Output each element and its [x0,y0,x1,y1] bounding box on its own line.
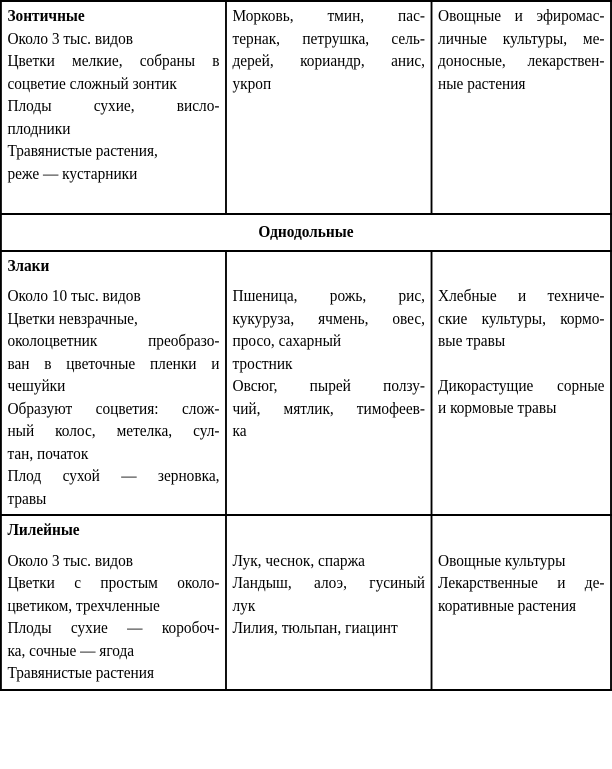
examples-cell [226,1,432,214]
text-line: Хлебные и техниче- [438,286,605,305]
text-line: Лук, чеснок, спаржа [232,550,365,570]
family-title: Злаки [7,255,50,275]
text-line: Лекарственные и де- [438,573,605,592]
text-line: укроп [232,73,272,93]
text-line: Овощные и эфиромас- [438,6,605,25]
table-row-umbelliferae [1,1,611,214]
text-line: доносные, лекарствен- [438,51,605,70]
text-line: Около 3 тыс. видов [7,550,134,570]
section-header-row [1,214,611,251]
text-line: ка, сочные — ягода [7,640,135,660]
text-line: Овсюг, пырей ползу- [232,376,426,395]
family-description-cell [1,251,226,516]
text-line: чешуйки [7,376,66,395]
text-line: Травянистые растения [7,663,155,682]
text-line: дерей, кориандр, анис, [232,51,426,70]
text-line: Лилия, тюльпан, гиацинт [232,618,398,637]
text-line: Цветки с простым около- [7,573,220,592]
text-line: ные растения [438,73,526,93]
text-line: и кормовые травы [438,398,557,417]
text-line: Ландыш, алоэ, гусиный [232,573,426,592]
family-title: Лилейные [7,520,80,539]
text-line: ван в цветочные пленки и [7,353,220,373]
text-line: Морковь, тмин, пас- [232,6,426,25]
text-line: Пшеница, рожь, рис, [232,286,426,305]
text-line: тернак, петрушка, сель- [232,28,426,48]
text-line: вые травы [438,331,506,350]
text-line: Овощные культуры [438,550,566,570]
text-line: Травянистые растения, [7,141,158,160]
text-line: Около 3 тыс. видов [7,28,134,48]
text-line: околоцветник преобразо- [7,331,220,350]
uses-cell [432,251,611,516]
text-line: чий, мятлик, тимофеев- [232,398,426,418]
text-line: просо, сахарный [232,331,342,350]
text-line: Цветки мелкие, собраны в [7,51,220,70]
text-line: Образуют соцветия: слож- [7,398,220,418]
family-title: Зонтичные [7,6,85,25]
text-line: Цветки невзрачные, [7,308,138,328]
text-line: тан, початок [7,443,89,463]
text-line: тростник [232,353,293,373]
table-row-liliaceae [1,515,611,690]
text-line: кукуруза, ячмень, овес, [232,308,426,328]
family-description-cell [1,515,226,690]
text-line: личные культуры, ме- [438,28,605,48]
text-line: лук [232,595,256,615]
text-line: ские культуры, кормо- [438,308,605,328]
text-line: плодники [7,118,71,138]
uses-cell [432,1,611,214]
section-header: Однодольные [1,214,611,251]
uses-cell [432,515,611,690]
text-line: травы [7,488,47,508]
table-row-grasses [1,251,611,516]
text-line: Около 10 тыс. видов [7,286,141,305]
text-line: ный колос, метелка, сул- [7,421,220,440]
text-line: ка [232,421,247,440]
text-line: Плоды сухие, вислo- [7,96,220,115]
examples-cell [226,251,432,516]
examples-cell [226,515,432,690]
text-line: коративные растения [438,595,577,615]
text-line: реже — кустарники [7,163,138,183]
text-line: соцветие сложный зонтик [7,73,177,93]
family-description-cell [1,1,226,214]
text-line: цветиком, трехчленные [7,595,160,615]
text-line: Плод сухой — зерновка, [7,466,220,485]
text-line: Плоды сухие — коробоч- [7,618,220,637]
text-line: Дикорастущие сорные [438,375,605,395]
